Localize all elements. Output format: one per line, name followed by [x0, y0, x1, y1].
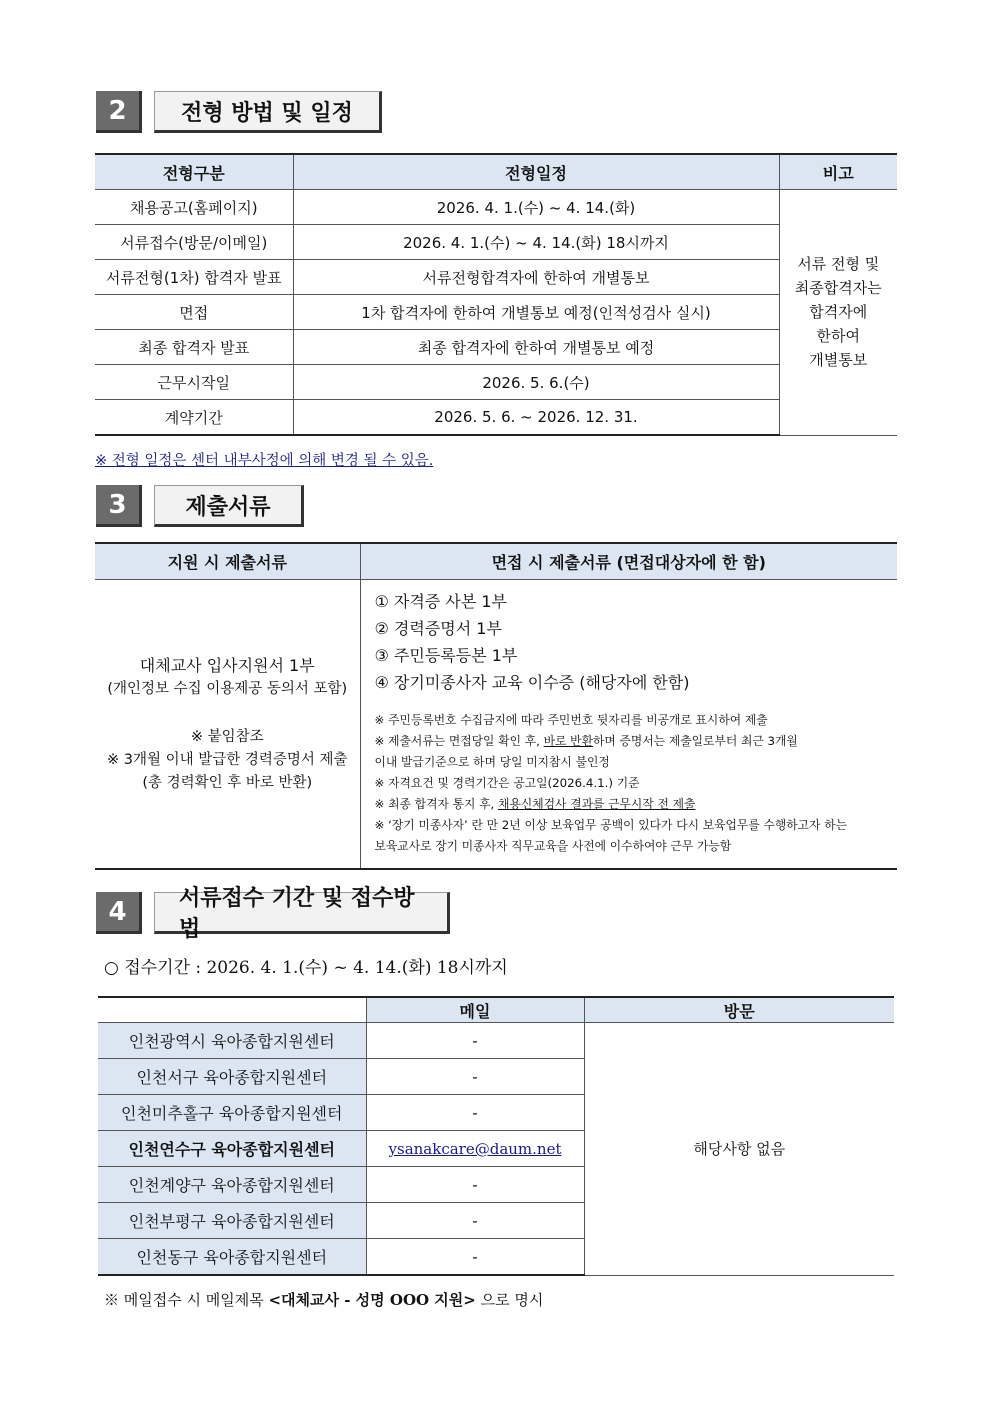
mail-subject-note: [104, 1289, 543, 1310]
header-remark: 비고: [779, 154, 897, 190]
header-application-docs: 지원 시 제출서류: [95, 543, 360, 580]
table-row: [95, 260, 897, 295]
list-item: ② 경력증명서 1부: [374, 619, 502, 638]
stage-cell: 면접: [95, 295, 293, 330]
remark-line: 개별통보: [809, 351, 868, 370]
stage-cell: 서류전형(1차) 합격자 발표: [95, 260, 293, 295]
schedule-table: [95, 153, 897, 436]
documents-table: [95, 542, 897, 870]
note-bold: <대체교사 - 성명 OOO 지원>: [268, 1291, 476, 1309]
note-text: ※ 제출서류는 면접당일 확인 후,: [374, 734, 544, 748]
note-text: 으로 명시: [475, 1291, 544, 1309]
header-schedule: 전형일정: [293, 154, 779, 190]
center-name: 인천미추홀구 육아종합지원센터: [98, 1095, 366, 1131]
table-row: [95, 365, 897, 400]
schedule-cell: 1차 합격자에 한하여 개별통보 예정(인적성검사 실시): [293, 295, 779, 330]
application-form-line: 대체교사 입사지원서 1부: [139, 655, 315, 675]
header-interview-docs: 면접 시 제출서류 (면접대상자에 한 함): [360, 543, 897, 580]
table-row: [95, 400, 897, 436]
section-number: 4: [96, 892, 142, 934]
application-docs-cell: [95, 580, 360, 870]
mail-cell: -: [366, 1239, 584, 1276]
schedule-cell: 2026. 5. 6.(수): [293, 365, 779, 400]
table-row: [95, 190, 897, 225]
interview-docs-cell: [360, 580, 897, 870]
stage-cell: 근무시작일: [95, 365, 293, 400]
stage-cell: 계약기간: [95, 400, 293, 436]
stage-cell: 서류접수(방문/이메일): [95, 225, 293, 260]
mail-cell: -: [366, 1167, 584, 1203]
remark-line: 최종합격자는: [794, 279, 882, 298]
receipt-table: [98, 996, 894, 1276]
mail-cell: [366, 1131, 584, 1167]
career-return-line: (총 경력확인 후 바로 반환): [142, 774, 313, 791]
note-long-term-cont: 보육교사로 장기 미종사자 직무교육을 사전에 이수하여야 근무 가능함: [374, 839, 732, 853]
header-mail: 메일: [366, 997, 584, 1023]
consent-line: (개인정보 수집 이용제공 동의서 포함): [107, 681, 348, 698]
note-resident-number: ※ 주민등록번호 수집금지에 따라 주민번호 뒷자리를 비공개로 표시하여 제출: [374, 713, 768, 727]
table-row: [95, 295, 897, 330]
remark-cell: [779, 190, 897, 436]
center-name: 인천연수구 육아종합지원센터: [98, 1131, 366, 1167]
center-name: 인천동구 육아종합지원센터: [98, 1239, 366, 1276]
mail-cell: -: [366, 1203, 584, 1239]
mail-cell: -: [366, 1059, 584, 1095]
email-link[interactable]: ysanakcare@daum.net: [388, 1140, 562, 1158]
center-name: 인천계양구 육아종합지원센터: [98, 1167, 366, 1203]
header-stage: 전형구분: [95, 154, 293, 190]
remark-line: 합격자에: [809, 303, 868, 322]
schedule-cell: 서류전형합격자에 한하여 개별통보: [293, 260, 779, 295]
section-number: 3: [96, 485, 142, 527]
schedule-cell: 최종 합격자에 한하여 개별통보 예정: [293, 330, 779, 365]
receipt-period: ○ 접수기간 : 2026. 4. 1.(수) ~ 4. 14.(화) 18시까지: [104, 958, 508, 978]
schedule-cell: 2026. 4. 1.(수) ~ 4. 14.(화): [293, 190, 779, 225]
schedule-cell: 2026. 5. 6. ~ 2026. 12. 31.: [293, 400, 779, 436]
schedule-cell: 2026. 4. 1.(수) ~ 4. 14.(화) 18시까지: [293, 225, 779, 260]
table-row: [95, 330, 897, 365]
remark-line: 서류 전형 및: [797, 255, 880, 274]
table-header-row: [95, 543, 897, 580]
section-title: 전형 방법 및 일정: [154, 91, 382, 133]
section-3-header: [96, 485, 304, 527]
section-number: 2: [96, 91, 142, 133]
list-item: ① 자격증 사본 1부: [374, 592, 508, 611]
list-item: ③ 주민등록등본 1부: [374, 646, 518, 665]
note-underline: 채용신체검사 결과를 근무시작 전 제출: [498, 797, 696, 811]
section-title: 서류접수 기간 및 접수방법: [154, 892, 450, 934]
note-health-check: [375, 794, 898, 815]
note-text: ※ 메일접수 시 메일제목: [104, 1291, 269, 1309]
center-name: 인천광역시 육아종합지원센터: [98, 1023, 366, 1059]
table-row: [98, 1023, 894, 1059]
note-return: [375, 731, 898, 752]
mail-cell: -: [366, 1095, 584, 1131]
center-name: 인천부평구 육아종합지원센터: [98, 1203, 366, 1239]
schedule-note: ※ 전형 일정은 센터 내부사정에 의해 변경 될 수 있음.: [95, 453, 434, 469]
mail-cell: -: [366, 1023, 584, 1059]
header-visit: 방문: [584, 997, 894, 1023]
note-long-term: ※ ‘장기 미종사자’ 란 만 2년 이상 보육업무 공백이 있다가 다시 보육업무를 수행하고자 하는: [374, 818, 847, 832]
attachment-line: ※ 붙임참조: [190, 728, 264, 745]
table-row: [95, 580, 897, 870]
section-2-header: [96, 91, 382, 133]
center-name: 인천서구 육아종합지원센터: [98, 1059, 366, 1095]
note-underline: 바로 반환: [543, 734, 593, 748]
table-header-row: [98, 997, 894, 1023]
stage-cell: 최종 합격자 발표: [95, 330, 293, 365]
section-title: 제출서류: [154, 485, 304, 527]
table-header-row: [95, 154, 897, 190]
visit-cell: 해당사항 없음: [584, 1023, 894, 1276]
stage-cell: 채용공고(홈페이지): [95, 190, 293, 225]
note-text: 하며 증명서는 제출일로부터 최근 3개월: [592, 734, 798, 748]
table-row: [95, 225, 897, 260]
remark-line: 한하여: [816, 327, 860, 346]
career-cert-line: ※ 3개월 이내 발급한 경력증명서 제출: [106, 751, 348, 768]
header-blank: [98, 997, 366, 1023]
note-eligibility: ※ 자격요건 및 경력기간은 공고일(2026.4.1.) 기준: [374, 776, 640, 790]
list-item: ④ 장기미종사자 교육 이수증 (해당자에 한함): [374, 673, 690, 692]
note-return-cont: 이내 발급기준으로 하며 당일 미지참시 불인정: [374, 755, 610, 769]
section-4-header: [96, 886, 450, 942]
note-text: ※ 최종 합격자 통지 후,: [374, 797, 499, 811]
